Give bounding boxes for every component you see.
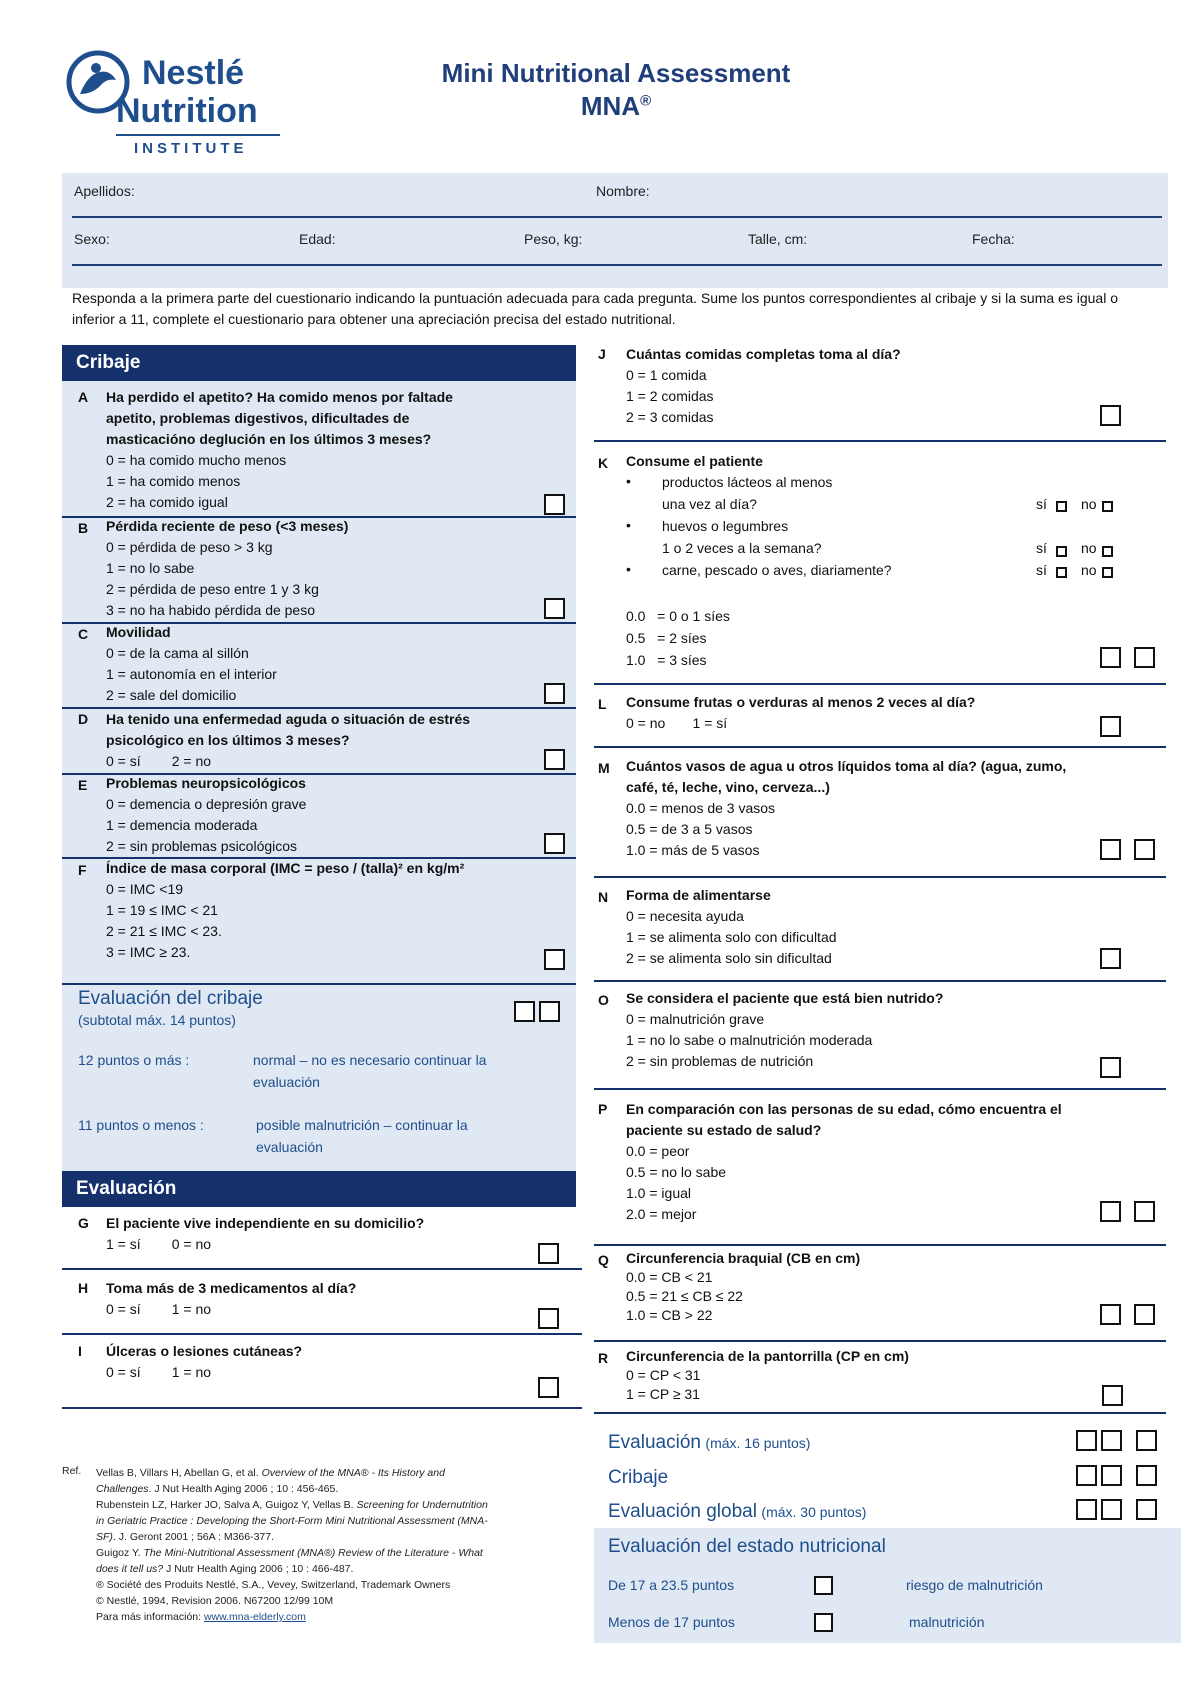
score-box-l[interactable] [1100,716,1121,737]
question-l-text [626,692,975,734]
e-o2: 1 = demencia moderada [106,817,258,833]
cribaje-total-label: Cribaje [608,1467,669,1488]
b-o3: 2 = pérdida de peso entre 1 y 3 kg [106,581,319,597]
letter-g: G [78,1215,89,1231]
ref-line-7 [96,1561,566,1577]
k1-si-box[interactable] [1056,501,1067,512]
global-total-text: Evaluación global [608,1501,757,1522]
score-box-o[interactable] [1100,1057,1121,1078]
p-o2: 0.5 = no lo sabe [626,1164,727,1180]
ref-l3a: Rubenstein LZ, Harker JO, Salva A, Guigoz Y, Vellas B. [96,1499,357,1511]
question-f-text [106,858,464,963]
k2-si-box[interactable] [1056,546,1067,557]
l-q1: Consume frutas o verduras al menos 2 veces al día? [626,694,976,710]
score-box-r[interactable] [1102,1385,1123,1406]
e-o1: 0 = demencia o depresión grave [106,796,307,812]
o-q1: Se considera el paciente que está bien nutrido? [626,990,944,1006]
question-d [78,709,568,773]
m-o1: 0.0 = menos de 3 vasos [626,800,776,816]
question-m [598,756,1158,861]
global-total-sub: (máx. 30 puntos) [761,1504,867,1520]
separator-i [62,1407,582,1409]
eval-cribaje-title: Evaluación del cribaje [78,988,263,1009]
ref-l7a: does it tell us? [96,1563,164,1575]
e-q1: Problemas neuropsicológicos [106,775,306,791]
question-c [78,622,568,706]
score-box-q-2[interactable] [1134,1304,1155,1325]
separator-j [594,440,1166,442]
ref-l6b: The Mini-Nutritional Assessment (MNA®) Review of the Literature - What [143,1547,483,1559]
logo-nestle-text: Nestlé [142,54,245,92]
score-box-c[interactable] [544,683,565,704]
bullet-1: • [626,473,631,489]
bullet-2: • [626,517,631,533]
ref-line-4 [96,1513,566,1529]
question-a [78,387,568,513]
k-b2a: huevos o legumbres [662,518,789,534]
separator-k [594,683,1166,685]
k-o3: 1.0 = 3 síes [626,652,707,668]
question-b-text [106,516,348,621]
cribaje-sum-box-2[interactable] [1101,1465,1122,1486]
question-f [78,858,568,963]
question-a-text [106,387,453,513]
f-q1: Índice de masa corporal (IMC = peso / (talla)² en kg/m² [106,860,465,876]
registered-mark: ® [640,92,652,110]
question-n [598,885,1158,969]
ref-line-2 [96,1481,566,1497]
letter-r: R [598,1350,609,1366]
page-title: Mini Nutritional Assessment [441,58,791,88]
a-q2: apetito, problemas digestivos, dificultades de [106,410,410,426]
talle-label: Talle, cm: [748,231,808,247]
result-12-label: 12 puntos o más : [78,1052,190,1068]
separator-q [594,1340,1166,1342]
question-i-text [106,1341,302,1383]
question-g-text [106,1213,424,1255]
i-q1: Úlceras o lesiones cutáneas? [106,1343,303,1359]
c-o1: 0 = de la cama al sillón [106,645,249,661]
question-j [598,344,1158,428]
ref-line-9: © Nestlé, 1994, Revision 2006. N67200 12/99 10M [96,1595,334,1607]
separator-m [594,876,1166,878]
patient-info-box [62,173,1168,288]
g-o1: 1 = sí 0 = no [106,1236,212,1252]
k2-no-label: no [1081,540,1097,556]
a-o1: 0 = ha comido mucho menos [106,452,287,468]
question-j-text [626,344,901,428]
letter-o: O [598,992,609,1008]
global-box-3[interactable] [1136,1499,1157,1520]
question-r-text [626,1347,909,1404]
question-p [598,1099,1158,1225]
peso-label: Peso, kg: [524,231,583,247]
fecha-label: Fecha: [972,231,1015,247]
k1-no-box[interactable] [1102,501,1113,512]
a-q1: Ha perdido el apetito? Ha comido menos por faltade [106,389,453,405]
evaluacion-total-sub: (máx. 16 puntos) [705,1435,811,1451]
score-box-h[interactable] [538,1308,559,1329]
score-box-g[interactable] [538,1243,559,1264]
question-e [78,773,568,857]
o-o1: 0 = malnutrición grave [626,1011,765,1027]
j-o2: 1 = 2 comidas [626,388,714,404]
k1-no-label: no [1081,496,1097,512]
separator-p [594,1244,1166,1246]
k-o2: 0.5 = 2 síes [626,630,707,646]
b-o1: 0 = pérdida de peso > 3 kg [106,539,273,555]
b-o4: 3 = no ha habido pérdida de peso [106,602,316,618]
cribaje-header: Cribaje [62,345,576,381]
result-11-text-1: posible malnutrición – continuar la [256,1117,468,1133]
question-k-text [626,451,763,472]
letter-l: L [598,696,607,712]
question-g [78,1213,568,1257]
eval-cribaje-subtitle: (subtotal máx. 14 puntos) [78,1012,236,1028]
letter-n: N [598,889,609,905]
letter-h: H [78,1280,89,1296]
k3-no-label: no [1081,562,1097,578]
d-q2: psicológico en los últimos 3 meses? [106,732,350,748]
k3-no-box[interactable] [1102,567,1113,578]
e-o3: 2 = sin problemas psicológicos [106,838,298,854]
question-h-text [106,1278,356,1320]
r-o1: 0 = CP < 31 [626,1367,701,1383]
ref-line-10 [96,1609,566,1625]
question-p-text [626,1099,1062,1225]
ref-line-1 [96,1465,566,1481]
separator-f [62,983,576,985]
global-total-label [608,1501,866,1523]
score-box-k-1[interactable] [1100,647,1121,668]
question-o-text [626,988,943,1072]
q-q1: Circunferencia braquial (CB en cm) [626,1250,861,1266]
score-box-p-2[interactable] [1134,1201,1155,1222]
evaluacion-box-1[interactable] [1076,1430,1097,1451]
cribaje-total-box-2[interactable] [539,1001,560,1022]
f-o1: 0 = IMC <19 [106,881,184,897]
evaluacion-total-label [608,1432,810,1454]
h-q1: Toma más de 3 medicamentos al día? [106,1280,357,1296]
score-box-p-1[interactable] [1100,1201,1121,1222]
o-o3: 2 = sin problemas de nutrición [626,1053,814,1069]
result-12-text-2: evaluación [253,1074,320,1090]
n-q1: Forma de alimentarse [626,887,771,903]
global-box-1[interactable] [1076,1499,1097,1520]
separator-o [594,1088,1166,1090]
question-d-text [106,709,470,772]
q-o1: 0.0 = CB < 21 [626,1269,713,1285]
estado-r1-label: De 17 a 23.5 puntos [608,1577,735,1593]
b-q1: Pérdida reciente de peso (<3 meses) [106,518,349,534]
score-box-q-1[interactable] [1100,1304,1121,1325]
score-box-b[interactable] [544,598,565,619]
letter-j: J [598,346,606,362]
f-o3: 2 = 21 ≤ IMC < 23. [106,923,222,939]
f-o4: 3 = IMC ≥ 23. [106,944,191,960]
f-o2: 1 = 19 ≤ IMC < 21 [106,902,218,918]
p-q1: En comparación con las personas de su edad, cómo encuentra el [626,1101,1062,1117]
ref-l1b: Overview of the MNA® - Its History and [261,1467,445,1479]
q-o3: 1.0 = CB > 22 [626,1307,713,1323]
p-o1: 0.0 = peor [626,1143,690,1159]
letter-d: D [78,711,89,727]
letter-m: M [598,760,610,776]
n-o2: 1 = se alimenta solo con dificultad [626,929,837,945]
instructions-text: Responda a la primera parte del cuestionario indicando la puntuación adecuada para cada pregunta. Sume los puntos correspondientes al cribaje y si la suma es igual o inferior a 11, complete el cuestionario para obtener una apreciación precisa del estado nutritional. [72,290,1118,327]
ref-l2b: . J Nut Health Aging 2006 ; 10 : 456-465. [148,1483,339,1495]
letter-b: B [78,520,89,536]
n-o1: 0 = necesita ayuda [626,908,744,924]
ref-l2a: Challenges [96,1483,149,1495]
m-q2: café, té, leche, vino, cerveza...) [626,779,830,795]
separator-h [62,1333,582,1335]
score-box-k-2[interactable] [1134,647,1155,668]
estado-r1-box[interactable] [814,1576,833,1595]
estado-nutricional-title: Evaluación del estado nutricional [608,1536,886,1557]
global-box-2[interactable] [1101,1499,1122,1520]
estado-r2-text: malnutrición [909,1614,985,1630]
score-box-m-2[interactable] [1134,839,1155,860]
letter-a: A [78,389,89,405]
letter-f: F [78,862,87,878]
question-q-text [626,1249,860,1325]
k-b1a: productos lácteos al menos [662,474,833,490]
question-o [598,988,1158,1072]
question-e-text [106,773,306,857]
a-o2: 1 = ha comido menos [106,473,241,489]
cribaje-sum-box-1[interactable] [1076,1465,1097,1486]
k1-si-label: sí [1036,496,1047,512]
estado-r2-label: Menos de 17 puntos [608,1614,735,1630]
a-o3: 2 = ha comido igual [106,494,228,510]
ref-line-6 [96,1545,566,1561]
ref-l10a: Para más información: [96,1611,204,1623]
logo-underline [116,134,280,136]
mna-website-link[interactable]: www.mna-elderly.com [203,1611,306,1623]
g-q1: El paciente vive independiente en su domicilio? [106,1215,425,1231]
score-box-e[interactable] [544,833,565,854]
evaluacion-box-2[interactable] [1101,1430,1122,1451]
k-q1: Consume el patiente [626,453,763,469]
cribaje-total-box-1[interactable] [514,1001,535,1022]
sexo-label: Sexo: [74,231,110,247]
result-12-text-1: normal – no es necesario continuar la [253,1052,487,1068]
separator-r [594,1412,1166,1414]
references-label: Ref. [62,1465,82,1477]
score-box-j[interactable] [1100,405,1121,426]
question-q [598,1249,1158,1333]
question-n-text [626,885,837,969]
i-o1: 0 = sí 1 = no [106,1364,212,1380]
question-l [598,692,1158,736]
j-o1: 0 = 1 comida [626,367,707,383]
ref-l3b: Screening for Undernutrition [356,1499,488,1511]
logo-institute-text: INSTITUTE [134,140,248,157]
k-o1: 0.0 = 0 o 1 síes [626,608,730,624]
estado-r2-box[interactable] [814,1613,833,1632]
ref-l1a: Vellas B, Villars H, Abellan G, et al. [96,1467,262,1479]
r-q1: Circunferencia de la pantorrilla (CP en cm) [626,1348,909,1364]
ref-l4a: in Geriatric Practice : Developing the Short-Form Mini Nutritional Assessment (MNA- [96,1515,488,1527]
info-line-2 [72,264,1162,266]
references [96,1465,566,1625]
l-o1: 0 = no 1 = sí [626,715,728,731]
o-o2: 1 = no lo sabe o malnutrición moderada [626,1032,873,1048]
apellidos-label: Apellidos: [74,183,135,199]
ref-l5b: . J. Geront 2001 ; 56A : M366-377. [112,1531,275,1543]
ref-line-8: ® Société des Produits Nestlé, S.A., Vevey, Switzerland, Trademark Owners [96,1579,451,1591]
j-o3: 2 = 3 comidas [626,409,714,425]
r-o2: 1 = CP ≥ 31 [626,1386,700,1402]
m-o2: 0.5 = de 3 a 5 vasos [626,821,753,837]
letter-p: P [598,1101,608,1117]
p-o4: 2.0 = mejor [626,1206,697,1222]
estado-r1-text: riesgo de malnutrición [906,1577,1043,1593]
ref-l6a: Guigoz Y. [96,1547,144,1559]
result-11-label: 11 puntos o menos : [78,1117,204,1133]
ref-line-3 [96,1497,566,1513]
score-box-d[interactable] [544,749,565,770]
p-q2: paciente su estado de salud? [626,1122,822,1138]
question-h [78,1278,568,1322]
letter-c: C [78,626,89,642]
m-o3: 1.0 = más de 5 vasos [626,842,760,858]
k3-si-box[interactable] [1056,567,1067,578]
logo-nutrition-text: Nutrition [116,92,258,130]
evaluacion-total-text: Evaluación [608,1432,701,1453]
ref-l5a: SF) [96,1531,113,1543]
score-box-i[interactable] [538,1377,559,1398]
result-11-text-2: evaluación [256,1139,323,1155]
p-o3: 1.0 = igual [626,1185,691,1201]
question-r [598,1347,1158,1411]
question-b [78,516,568,621]
d-q1: Ha tenido una enfermedad aguda o situación de estrés [106,711,471,727]
nombre-label: Nombre: [596,183,650,199]
c-o3: 2 = sale del domicilio [106,687,237,703]
score-box-n[interactable] [1100,948,1121,969]
separator-g [62,1268,582,1270]
separator-l [594,746,1166,748]
q-o2: 0.5 = 21 ≤ CB ≤ 22 [626,1288,743,1304]
score-box-m-1[interactable] [1100,839,1121,860]
b-o2: 1 = no lo sabe [106,560,195,576]
ref-line-5 [96,1529,566,1545]
m-q1: Cuántos vasos de agua u otros líquidos toma al día? (agua, zumo, [626,758,1067,774]
question-i [78,1341,568,1385]
d-o1: 0 = sí 2 = no [106,753,212,769]
a-q3: masticacióno deglución en los últimos 3 meses? [106,431,432,447]
cribaje-sum-box-3[interactable] [1136,1465,1157,1486]
evaluacion-header: Evaluación [62,1171,576,1207]
k2-no-box[interactable] [1102,546,1113,557]
bullet-3: • [626,561,631,577]
question-c-text [106,622,277,706]
letter-k: K [598,455,609,471]
letter-q: Q [598,1252,609,1268]
letter-e: E [78,777,88,793]
score-box-a[interactable] [544,494,565,515]
edad-label: Edad: [299,231,336,247]
question-m-text [626,756,1066,861]
c-q1: Movilidad [106,624,171,640]
k3-si-label: sí [1036,562,1047,578]
k-b2b: 1 o 2 veces a la semana? [662,540,822,556]
k2-si-label: sí [1036,540,1047,556]
evaluacion-box-3[interactable] [1136,1430,1157,1451]
n-o3: 2 = se alimenta solo sin dificultad [626,950,832,966]
subtitle-mna: MNA [580,91,641,121]
page-subtitle [0,91,1200,122]
score-box-f[interactable] [544,949,565,970]
k-b3: carne, pescado o aves, diariamente? [662,562,892,578]
info-line-1 [72,216,1162,218]
h-o1: 0 = sí 1 = no [106,1301,212,1317]
j-q1: Cuántas comidas completas toma al día? [626,346,901,362]
letter-i: I [78,1343,82,1359]
ref-l7b: J Nutr Health Aging 2006 ; 10 : 466-487. [163,1563,354,1575]
k-b1b: una vez al día? [662,496,757,512]
c-o2: 1 = autonomía en el interior [106,666,277,682]
separator-n [594,980,1166,982]
